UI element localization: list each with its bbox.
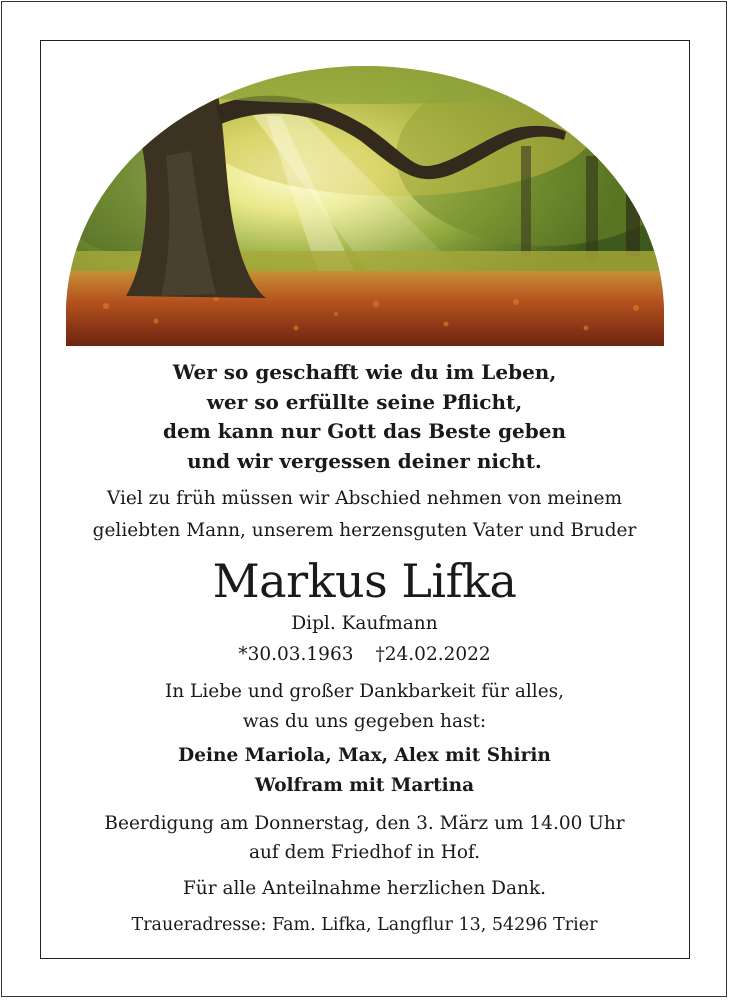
poem-line: und wir vergessen deiner nicht. <box>187 448 542 473</box>
mourners <box>41 741 688 801</box>
intro-line: geliebten Mann, unserem herzensguten Vater und Bruder <box>92 520 637 541</box>
mourner-line: Wolfram mit Martina <box>254 775 475 796</box>
dedication <box>41 677 688 737</box>
birth-date: *30.03.1963 <box>238 644 354 665</box>
deceased-title: Dipl. Kaufmann <box>291 613 438 634</box>
gratitude-note: Für alle Anteilnahme herzlichen Dank. <box>182 878 547 899</box>
funeral-line: Beerdigung am Donnerstag, den 3. März um 14.00 Uhr <box>104 813 625 834</box>
dedication-line: was du uns gegeben hast: <box>242 711 487 732</box>
poem-line: wer so erfüllte seine Pflicht, <box>206 389 523 414</box>
dedication-line: In Liebe und großer Dankbarkeit für alles, <box>164 681 565 702</box>
farewell-intro <box>41 483 688 547</box>
autumn-tree-photo <box>66 66 664 346</box>
mourner-line: Deine Mariola, Max, Alex mit Shirin <box>178 745 551 766</box>
poem-line: Wer so geschafft wie du im Leben, <box>172 360 557 384</box>
memorial-poem <box>41 358 688 476</box>
intro-line: Viel zu früh müssen wir Abschied nehmen von meinem <box>106 488 623 509</box>
deceased-name: Markus Lifka <box>212 554 517 608</box>
life-dates <box>41 639 688 671</box>
funeral-line: auf dem Friedhof in Hof. <box>248 842 481 863</box>
death-date: †24.02.2022 <box>375 644 491 665</box>
mourning-address: Traueradresse: Fam. Lifka, Langflur 13, 54296 Trier <box>131 915 598 935</box>
obituary-text <box>41 355 688 940</box>
funeral-details <box>41 809 688 867</box>
poem-line: dem kann nur Gott das Beste geben <box>162 419 567 443</box>
obituary-card <box>40 40 690 959</box>
